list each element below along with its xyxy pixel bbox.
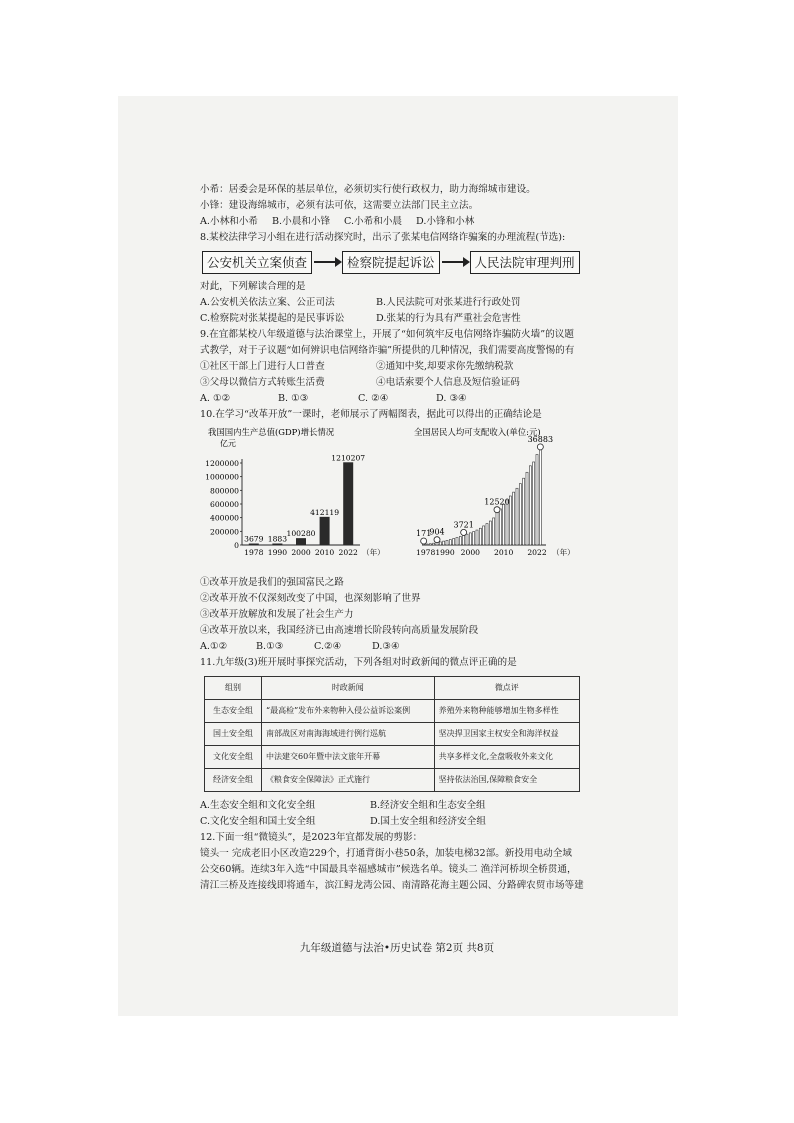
income-bar <box>479 528 481 545</box>
income-bar <box>516 488 518 545</box>
cell: 生态安全组 <box>205 700 262 723</box>
x-tick-label: 2022 <box>338 548 358 557</box>
x-tick-label: 1990 <box>267 548 288 557</box>
q11-options-row2 <box>200 814 592 830</box>
q9-stem-line: 式教学，对于子议题“如何辨识电信网络诈骗”所提供的几种情况，我们需要高度警惕的有 <box>200 345 575 356</box>
gdp-chart <box>200 425 385 573</box>
data-label: 100280 <box>286 529 316 539</box>
income-bar <box>513 492 515 545</box>
y-tick-label: 200000 <box>210 527 239 537</box>
y-tick-label: 0 <box>234 541 239 550</box>
cell: 《粮食安全保障法》正式施行 <box>262 769 435 792</box>
chart-title: 我国国内生产总值(GDP)增长情况 <box>208 427 335 437</box>
cell: 文化安全组 <box>205 746 262 769</box>
income-bar <box>496 513 498 545</box>
income-bar <box>489 521 491 545</box>
page-footer: 九年级道德与法治•历史试卷 第2页 共8页 <box>299 942 495 954</box>
y-tick-label: 1000000 <box>205 472 239 482</box>
income-bar <box>499 509 501 545</box>
marker-circle <box>494 507 500 513</box>
option-a: A. ①② <box>200 393 231 404</box>
income-bar <box>493 518 495 545</box>
x-axis-label: （年） <box>552 548 575 557</box>
arrow-icon <box>442 261 468 263</box>
option-d: D. ③④ <box>436 393 467 404</box>
cell: 经济安全组 <box>205 769 262 792</box>
x-tick-label: 2022 <box>527 548 547 557</box>
flow-step-court: 人民法院审理判刑 <box>470 251 580 274</box>
income-bar <box>443 541 445 545</box>
x-axis-label: （年） <box>362 548 385 557</box>
data-label: 171 <box>416 529 432 538</box>
income-bar <box>519 484 521 545</box>
q12-line: 公交60辆。连续3年入选“中国最具幸福感城市”候选名单。镜头二 渔洋河桥坝全桥贯通， <box>200 864 577 875</box>
q12-line: 镜头一 完成老旧小区改造229个，打通背街小巷50条，加装电梯32部。新投用电动全域 <box>200 848 572 859</box>
income-bar <box>539 450 541 545</box>
table-row <box>205 723 580 746</box>
option-c: C.②④ <box>314 641 342 652</box>
data-label: 36883 <box>527 434 554 444</box>
text-line: 小锋：建设海绵城市，必须有法可依，这需要立法部门民主立法。 <box>200 200 479 211</box>
item-1: ①社区干部上门进行人口普查 <box>200 361 325 372</box>
data-label: 3679 <box>244 534 264 544</box>
cell: “最高检”发布外来物种入侵公益诉讼案例 <box>262 700 435 723</box>
data-label: 412119 <box>310 507 340 517</box>
income-bar <box>529 466 531 545</box>
income-bar <box>476 530 478 545</box>
q11-options-row1 <box>200 798 592 814</box>
option-a: A.公安机关依法立案、公正司法 <box>200 297 335 308</box>
col-header: 微点评 <box>434 677 579 700</box>
option-d: D.国土安全组和经济安全组 <box>370 816 486 827</box>
y-axis-label: 亿元 <box>220 439 236 448</box>
cell: 国土安全组 <box>205 723 262 746</box>
gdp-bar <box>296 538 306 545</box>
q10-item: ②改革开放不仅深刻改变了中国，也深刻影响了世界 <box>200 593 421 604</box>
income-bar <box>426 544 428 545</box>
income-bar <box>473 532 475 545</box>
x-tick-label: 1978 <box>244 548 264 557</box>
q8-options-row2 <box>200 311 592 327</box>
table-row <box>205 746 580 769</box>
x-tick-label: 2000 <box>460 548 480 557</box>
income-bar <box>469 533 471 545</box>
income-bar <box>439 542 441 545</box>
data-label: 3721 <box>453 520 474 530</box>
y-tick-label: 600000 <box>210 500 239 509</box>
x-tick-label: 2000 <box>291 548 311 557</box>
q10-stem: 10.在学习“改革开放”一课时，老师展示了两幅图表，据此可以得出的正确结论是 <box>200 409 542 420</box>
item-4: ④电话索要个人信息及短信验证码 <box>376 377 520 388</box>
income-bar <box>453 539 455 545</box>
income-bar <box>486 524 488 545</box>
q7-options <box>200 214 592 230</box>
gdp-bar <box>320 517 330 545</box>
q12-line: 12.下面一组“微镜头”，是2023年宜都发展的剪影： <box>200 832 423 843</box>
q9-options <box>200 391 592 407</box>
q8-options-row1 <box>200 295 592 311</box>
option-d: D.小锋和小林 <box>416 216 475 227</box>
x-tick-label: 1990 <box>435 548 455 557</box>
income-bar <box>433 543 435 545</box>
y-tick-label: 1200000 <box>205 459 239 468</box>
col-header: 时政新闻 <box>262 677 435 700</box>
income-bar <box>459 536 461 545</box>
option-a: A.小林和小希 <box>200 216 258 227</box>
table-row <box>205 769 580 792</box>
x-tick-label: 1978 <box>416 548 436 557</box>
marker-circle <box>461 529 467 535</box>
cell: 养殖外来物种能够增加生物多样性 <box>434 700 579 723</box>
y-tick-label: 400000 <box>210 513 239 523</box>
y-tick-label: 800000 <box>210 486 239 496</box>
option-c: C.检察院对张某提起的是民事诉讼 <box>200 313 345 324</box>
gdp-bar <box>343 462 353 545</box>
table-row <box>205 700 580 723</box>
income-bar <box>503 504 505 545</box>
marker-circle <box>421 538 427 544</box>
q10-item: ①改革开放是我们的强国富民之路 <box>200 577 344 588</box>
data-label: 904 <box>429 527 445 537</box>
q10-options <box>200 639 592 655</box>
income-chart <box>412 425 592 573</box>
item-3: ③父母以微信方式转账生活费 <box>200 377 325 388</box>
income-bar <box>466 534 468 545</box>
table-header-row <box>205 677 580 700</box>
option-d: D.张某的行为具有严重社会危害性 <box>376 313 521 324</box>
cell: 中法建交60年暨中法文旅年开幕 <box>262 746 435 769</box>
q9-items-row2 <box>200 375 592 391</box>
income-bar <box>456 538 458 545</box>
option-b: B.①③ <box>256 641 284 652</box>
income-bar <box>429 544 431 545</box>
income-bar <box>463 535 465 545</box>
cell: 坚决捍卫国家主权安全和海洋权益 <box>434 723 579 746</box>
income-bar <box>446 540 448 545</box>
option-c: C. ②④ <box>358 393 389 404</box>
data-label: 1210207 <box>331 453 366 463</box>
marker-circle <box>434 537 440 543</box>
data-label: 12520 <box>484 497 510 507</box>
income-bar <box>483 526 485 545</box>
cell: 坚持依法治国,保障粮食安全 <box>434 769 579 792</box>
charts-area <box>200 425 592 573</box>
income-bar <box>533 462 535 545</box>
option-c: C.小希和小晨 <box>344 216 403 227</box>
option-a: A.①② <box>200 641 228 652</box>
option-c: C.文化安全组和国土安全组 <box>200 816 316 827</box>
flow-step-police: 公安机关立案侦查 <box>202 251 312 274</box>
q8-after: 对此，下列解读合理的是 <box>200 281 306 292</box>
income-bar <box>523 478 525 545</box>
item-2: ②通知中奖,却要求你先缴纳税款 <box>376 361 514 372</box>
option-b: B.人民法院可对张某进行行政处罚 <box>376 297 521 308</box>
income-bar <box>526 472 528 545</box>
q9-stem-line: 9.在宜都某校八年级道德与法治课堂上，开展了“如何筑牢反电信网络诈骗防火墙”的议题 <box>200 329 574 340</box>
gdp-bar <box>249 544 259 546</box>
data-label: 1883 <box>267 534 288 544</box>
x-tick-label: 2010 <box>494 548 514 557</box>
q8-stem: 8.某校法律学习小组在进行活动探究时，出示了张某电信网络诈骗案的办理流程(节选): <box>200 232 566 243</box>
col-header: 组别 <box>205 677 262 700</box>
option-d: D.③④ <box>372 641 400 652</box>
case-flowchart <box>202 249 592 275</box>
option-a: A.生态安全组和文化安全组 <box>200 800 316 811</box>
q9-items-row1 <box>200 359 592 375</box>
exam-content <box>200 182 592 894</box>
x-tick-label: 2010 <box>314 548 335 557</box>
chart-title: 全国居民人均可支配收入(单位:元) <box>414 427 541 437</box>
cell: 南部战区对南海海域进行例行巡航 <box>262 723 435 746</box>
marker-circle <box>537 444 543 450</box>
q11-stem: 11.九年级(3)班开展时事探究活动，下列各组对时政新闻的微点评正确的是 <box>200 657 517 668</box>
q12-line: 清江三桥及连接线即将通车，滨江鲟龙湾公园、南清路花海主题公园、分路碑农贸市场等建 <box>200 880 584 891</box>
q10-item: ④改革开放以来，我国经济已由高速增长阶段转向高质量发展阶段 <box>200 625 479 636</box>
q10-item: ③改革开放解放和发展了社会生产力 <box>200 609 354 620</box>
gdp-bar <box>272 544 282 546</box>
option-b: B.小晨和小锋 <box>272 216 331 227</box>
flow-step-procuratorate: 检察院提起诉讼 <box>342 251 440 274</box>
income-bar <box>449 540 451 545</box>
news-table <box>204 676 580 792</box>
option-b: B. ①③ <box>278 393 309 404</box>
text-line: 小希：居委会是环保的基层单位，必须切实行使行政权力，助力海绵城市建设。 <box>200 184 536 195</box>
arrow-icon <box>314 261 340 263</box>
option-b: B.经济安全组和生态安全组 <box>370 800 486 811</box>
cell: 共享多样文化,全盘吸收外来文化 <box>434 746 579 769</box>
income-bar <box>536 454 538 545</box>
